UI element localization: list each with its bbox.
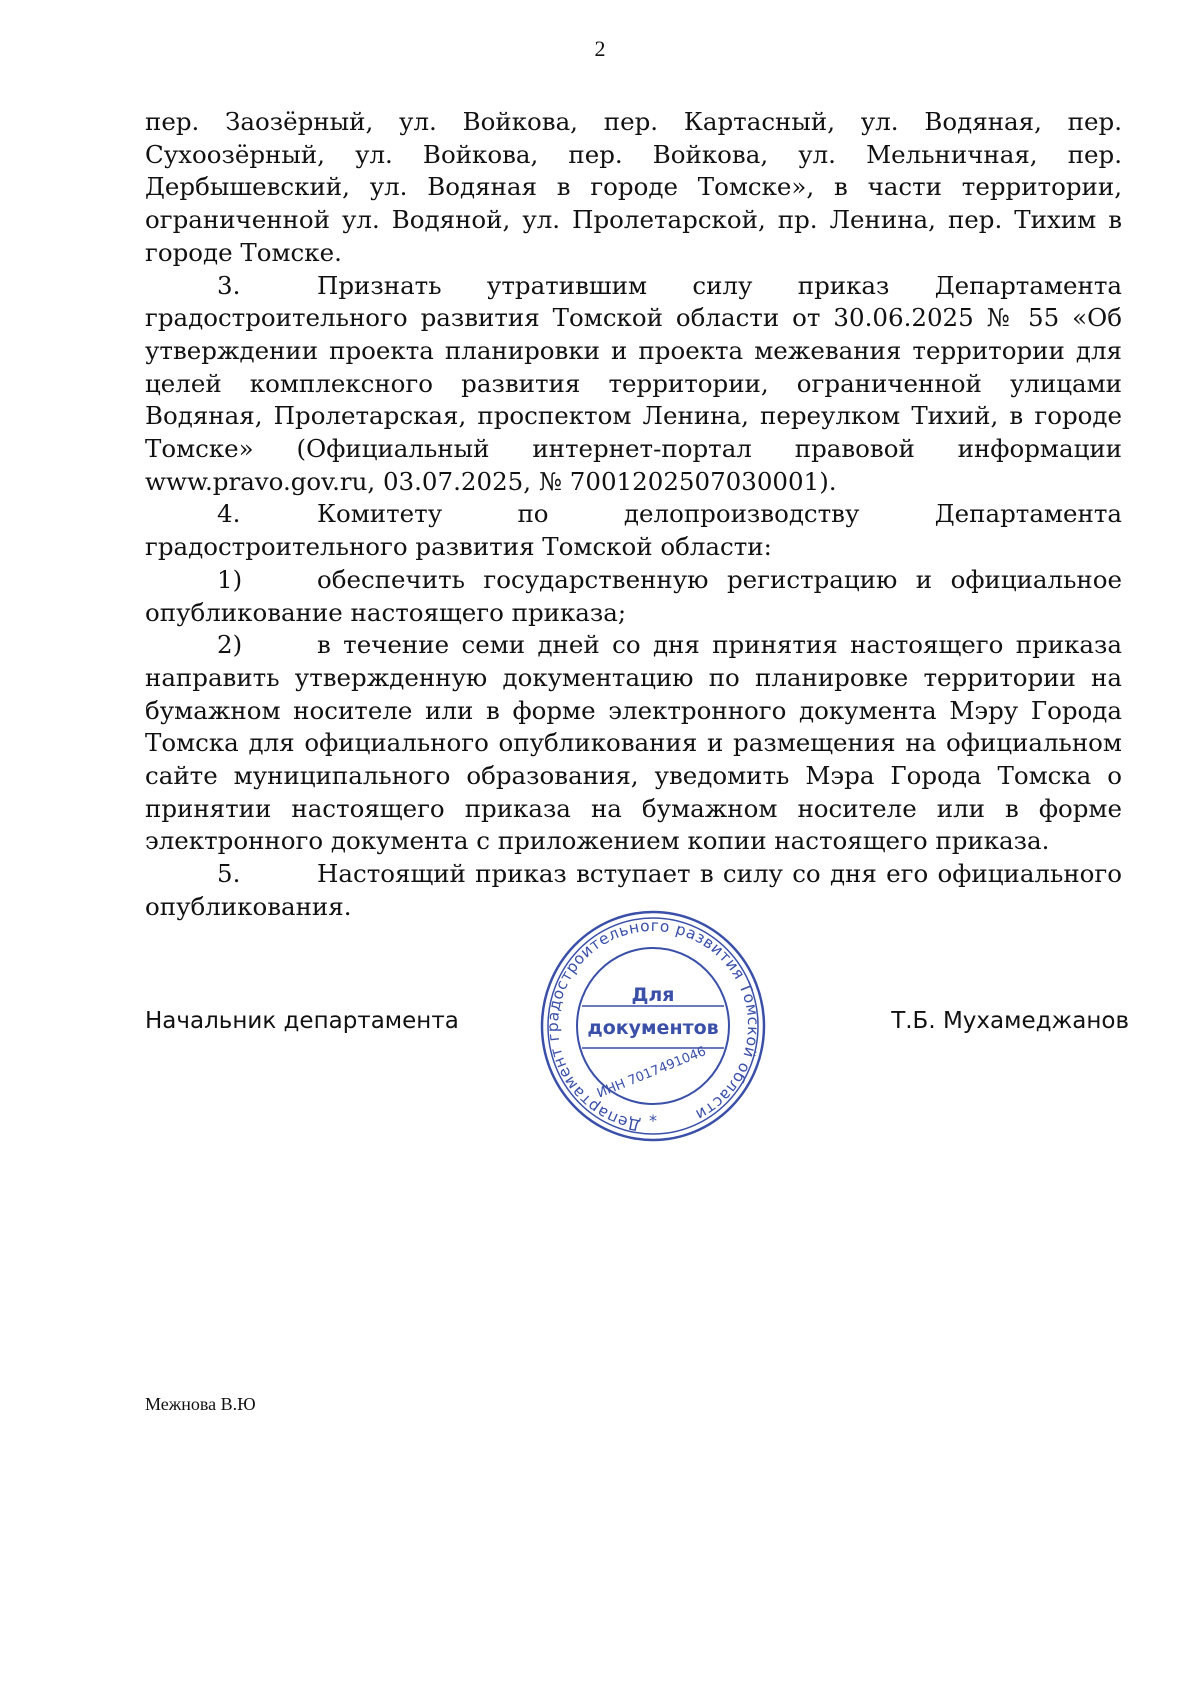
item-number: 3. (217, 270, 241, 300)
executor-name: Межнова В.Ю (145, 1394, 256, 1414)
stamp-seal-icon (538, 908, 768, 1148)
paragraph-text: Признать утратившим силу приказ Департамента градостроительного развития Томской области от 30.06.2025 № 55 «Об утверждении проекта планировки и проекта межевания территории для целей комплексного развития территории, ограниченной улицами Водяная, Пролетарская, проспектом Ленина, переулком Тихий, в городе Томске» (Официальный интернет-портал правовой информации www.pravo.gov.ru, 03.07.2025, № 7001202507030001). (145, 270, 1122, 496)
paragraph-item-3 (145, 270, 1122, 499)
signer-name: Т.Б. Мухамеджанов (891, 1008, 1129, 1034)
paragraph-text: в течение семи дней со дня принятия настоящего приказа направить утвержденную документацию по планировке территории на бумажном носителе или в форме электронного документа Мэру Города Томска для официального опубликования и размещения на официальном сайте муниципального образования, уведомить Мэра Города Томска о принятии настоящего приказа на бумажном носителе или в форме электронного документа с приложением копии настоящего приказа. (145, 630, 1122, 856)
stamp-ring-text: Департамент градостроительного развития Томской области (543, 916, 763, 1135)
paragraph-text: пер. Заозёрный, ул. Войкова, пер. Картасный, ул. Водяная, пер. Сухоозёрный, ул. Войкова, пер. Войкова, ул. Мельничная, пер. Дербышевский, ул. Водяная в городе Томске», в части территории, ограниченной ул. Водяной, ул. Пролетарской, пр. Ленина, пер. Тихим в городе Томске. (145, 107, 1122, 267)
signer-position: Начальник департамента (145, 1008, 459, 1034)
paragraph-text: Комитету по делопроизводству Департамента градостроительного развития Томской области: (145, 499, 1122, 562)
item-number: 4. (217, 499, 241, 529)
item-number: 1) (217, 564, 243, 594)
stamp-center-line1: Для (631, 984, 675, 1006)
paragraph-text: Настоящий приказ вступает в силу со дня его официального опубликования. (145, 859, 1122, 921)
item-number: 5. (217, 859, 241, 889)
page-number: 2 (594, 36, 606, 61)
paragraph-subitem-1 (145, 564, 1122, 629)
paragraph-item-4 (145, 498, 1122, 563)
stamp-star-icon: * (649, 1111, 657, 1130)
paragraph-continuation (145, 106, 1122, 270)
paragraph-subitem-2 (145, 629, 1122, 858)
stamp-inn: ИНН 7017491046 (595, 1044, 709, 1102)
item-number: 2) (217, 630, 243, 660)
paragraph-text: обеспечить государственную регистрацию и официальное опубликование настоящего приказа; (145, 564, 1122, 627)
official-stamp (538, 908, 768, 1148)
stamp-center-line2: документов (587, 1017, 719, 1039)
document-body (145, 106, 1122, 924)
